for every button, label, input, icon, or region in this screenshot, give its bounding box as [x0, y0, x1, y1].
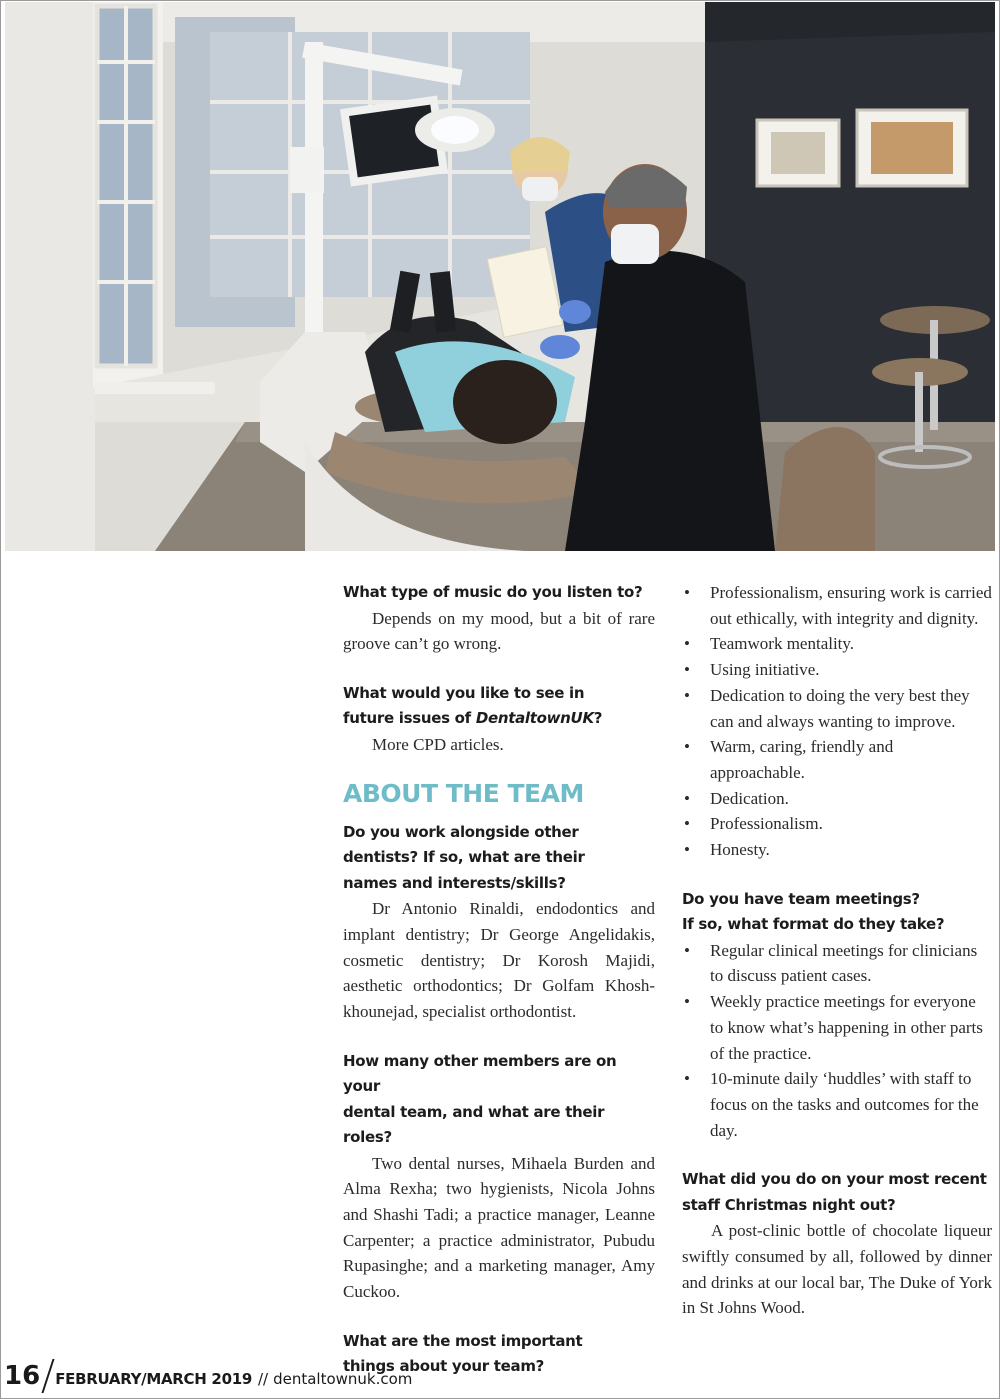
answer-future-issues: More CPD articles.	[372, 734, 504, 754]
list-item: • Weekly practice meetings for everyone to know what’s happening in other parts of the practice.	[682, 989, 992, 1066]
answer-christmas-night-out: A post-clinic bottle of chocolate liqueur swiftly consumed by all, followed by dinner and drinks at our local bar, The Duke of York in St Johns Wood.	[682, 1221, 992, 1318]
question-other-dentists-line1: Do you work alongside other	[343, 822, 579, 841]
question-team-meetings-line2: If so, what format do they take?	[682, 915, 945, 934]
footer-separator: //	[257, 1370, 269, 1388]
question-team-meetings	[682, 887, 992, 938]
question-christmas-night-out	[682, 1167, 992, 1218]
question-team-members-line1: How many other members are on your	[343, 1051, 617, 1096]
page-footer	[4, 1356, 412, 1396]
question-future-issues-prefix: future issues of	[343, 709, 476, 728]
question-future-issues-suffix: ?	[593, 709, 603, 728]
answer-team-members: Two dental nurses, Mihaela Burden and Alma Rexha; two hygienists, Nicola Johns and Shashi Tadi; a practice manager, Leanne Carpenter; a practice administrator, Pubudu Rupasinghe; and a marketing manager, Amy Cuckoo.	[343, 1153, 655, 1302]
section-heading-about-the-team: ABOUT THE TEAM	[343, 778, 584, 808]
question-christmas-line2: staff Christmas night out?	[682, 1195, 896, 1214]
dental-surgery-photo	[5, 2, 995, 551]
list-item: • Honesty.	[682, 837, 992, 863]
right-column	[682, 580, 992, 1321]
question-important-things-line1: What are the most important	[343, 1331, 583, 1350]
question-christmas-line1: What did you do on your most recent	[682, 1170, 987, 1189]
question-future-issues	[343, 681, 655, 732]
team-values-list	[682, 580, 992, 863]
list-item: • Warm, caring, friendly and approachable.	[682, 734, 992, 785]
answer-music: Depends on my mood, but a bit of rare groove can’t go wrong.	[343, 608, 655, 654]
question-other-dentists	[343, 820, 655, 897]
list-item: • Dedication to doing the very best they can and always wanting to improve.	[682, 683, 992, 734]
question-important-things-line2: things about your team?	[343, 1357, 545, 1376]
question-other-dentists-line2: dentists? If so, what are their	[343, 848, 585, 867]
website-link[interactable]: dentaltownuk.com	[273, 1370, 413, 1388]
list-item: • Professionalism.	[682, 811, 992, 837]
question-team-members	[343, 1049, 655, 1151]
list-item: • Teamwork mentality.	[682, 631, 992, 657]
list-item: • Professionalism, ensuring work is carried out ethically, with integrity and dignity.	[682, 580, 992, 631]
footer-slash-divider	[42, 1359, 55, 1393]
meetings-list	[682, 938, 992, 1144]
list-item: • Using initiative.	[682, 657, 992, 683]
question-music: What type of music do you listen to?	[343, 583, 643, 601]
page-number: 16	[4, 1361, 41, 1391]
list-item: • Regular clinical meetings for clinicians to discuss patient cases.	[682, 938, 992, 989]
question-other-dentists-line3: names and interests/skills?	[343, 873, 566, 892]
left-column	[343, 580, 655, 1380]
list-item: • Dedication.	[682, 786, 992, 812]
question-future-issues-line1: What would you like to see in	[343, 683, 585, 702]
issue-date: FEBRUARY/MARCH 2019	[55, 1370, 252, 1388]
question-team-meetings-line1: Do you have team meetings?	[682, 889, 920, 908]
magazine-name: DentaltownUK	[475, 709, 594, 728]
list-item: • 10-minute daily ‘huddles’ with staff to focus on the tasks and outcomes for the day.	[682, 1066, 992, 1143]
answer-other-dentists: Dr Antonio Rinaldi, endodontics and implant dentistry; Dr George Angelidakis, cosmetic dentistry; Dr Korosh Majidi, aesthetic orthodontics; Dr Golfam Khoshkhounejad, specialist orthodontist.	[343, 899, 655, 1021]
question-team-members-line2: dental team, and what are their roles?	[343, 1102, 605, 1147]
